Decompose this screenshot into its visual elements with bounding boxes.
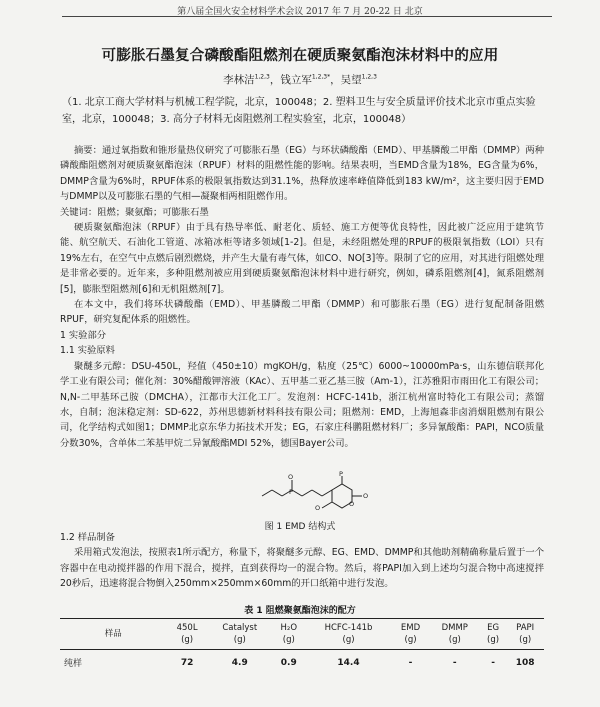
table-cell: 14.4 (337, 657, 360, 668)
table-cell: 4.9 (231, 657, 248, 668)
svg-text:O: O (349, 500, 355, 508)
table-row (60, 650, 544, 676)
table-cell: - (408, 657, 413, 668)
table-header-cell: PAPI (g) (506, 619, 544, 650)
prep-paragraph: 采用箱式发泡法，按照表1所示配方，称量下，将聚醚多元醇、EG、EMD、DMMP和其他助剂精确称量后置于一个容器中在电动搅拌器的作用下混合，搅拌，直到获得均一的混合物。然后，将PAPI加入到上述均匀混合物中高速搅拌20秒后，迅速将混合物倒入250mm×250mm×60mm的开口纸箱中进行发泡。 (60, 547, 544, 590)
svg-text:O: O (363, 492, 369, 500)
body-text-continued (60, 530, 544, 592)
svg-text:P: P (339, 470, 343, 478)
table-header-cell: 450L (g) (166, 619, 207, 650)
intro-paragraph: 在本文中，我们将环状磷酸酯（EMD）、甲基膦酸二甲酯（DMMP）和可膨胀石墨（EG）进行复配制备阻燃RPUF，研究复配体系的阻燃性。 (60, 299, 544, 326)
running-header: 第八届全国火安全材料学术会议 2017 年 7 月 20-22 日 北京 (177, 7, 423, 17)
subsection-heading: 1.2 样品制备 (60, 532, 115, 543)
author-affil-marker: 1,2,3 (361, 73, 377, 81)
svg-text:O: O (288, 473, 294, 481)
table-header-cell: HCFC-141b (g) (306, 619, 392, 650)
table-header-cell: 样品 (60, 619, 166, 650)
table-cell: 108 (515, 657, 535, 668)
body-text (60, 143, 544, 451)
table-cell: - (491, 657, 495, 668)
author-name: 李林洁 (223, 74, 255, 86)
subsection-heading: 1.1 实验原料 (60, 345, 115, 357)
author-separator: ， (269, 74, 281, 86)
table-header-cell: EMD (g) (391, 619, 429, 650)
materials-paragraph: 聚醚多元醇：DSU-450L，羟值（450±10）mgKOH/g，粘度（25℃）6000~10000mPa·s，山东德信联邦化学工业有限公司；催化剂：30%醋酸钾溶液（KAc）、五甲基二亚乙基三胺（Am-1），江苏雅阳市雨田化工有限公司；N,N-二甲基环己胺（DMCHA），江都市大江化工厂。发泡剂：HCFC-141b，浙江杭州富时特化工有限公司；蒸馏水，自制；泡沫稳定剂：SD-622，苏州思德新材料科技有限公司；阻燃剂：EMD，上海旭森非卤消烟阻燃剂有限公司，化学结构式如图1；DMMP北京东华力拓技术开发；EG，石家庄科鹏阻燃材料厂；多异氰酸酯：PAPI，NCO质量分数30%，含单体二苯基甲烷二异氰酸酯MDI 52%，德国Bayer公司。 (60, 360, 544, 449)
keywords: 关键词：阻燃；聚氨酯；可膨胀石墨 (60, 206, 209, 218)
abstract: 摘要：通过氧指数和锥形量热仪研究了可膨胀石墨（EG）与环状磷酸酯（EMD）、甲基膦酸二甲酯（DMMP）两种磷酸酯阻燃剂对硬质聚氨酯泡沫（RPUF）材料的阻燃性能的影响。结果表明，当EMD含量为18%，EG含量为6%，DMMP含量为6%时，RPUF体系的极限氧指数达到31.1%，热释放速率峰值降低到183 kW/m²，这主要归因于EMD与DMMP以及可膨胀石墨的气相—凝聚相两相阻燃作用。 (60, 145, 544, 203)
author-affil-marker: 1,2,3* (311, 73, 331, 81)
svg-text:O: O (315, 504, 321, 512)
table-cell: 纯样 (64, 659, 83, 669)
paper-title: 可膨胀石墨复合磷酸酯阻燃剂在硬质聚氨酯泡沫材料中的应用 (101, 48, 499, 64)
author-line (0, 72, 600, 87)
formulation-table (60, 618, 544, 675)
section-heading: 1 实验部分 (60, 329, 107, 341)
intro-paragraph: 硬质聚氨酯泡沫（RPUF）由于具有热导率低、耐老化、质轻、施工方便等优良特性，因此被广泛应用于建筑节能、航空航天、石油化工管道、冰箱冰柜等诸多领域[1-2]。但是，未经阻燃处理的RPUF的极限氧指数（LOI）只有19%左右，在空气中点燃后剧烈燃烧，并产生大量有毒气体，如CO、NO[3]等。限制了它的应用，对其进行阻燃处理是非常必要的。近年来，多种阻燃剂被应用到硬质聚氨酯泡沫材料中进行研究，例如，磷系阻燃剂[4]，氮系阻燃剂[5]，膨胀型阻燃剂[6]和无机阻燃剂[7]。 (60, 222, 544, 295)
author-affil-marker: 1,2,3 (254, 73, 270, 81)
table-header-cell: DMMP (g) (430, 619, 480, 650)
table-title: 表 1 阻燃聚氨酯泡沫的配方 (244, 606, 356, 616)
svg-text:P: P (289, 488, 293, 496)
table-header-row (60, 619, 544, 650)
table-cell: - (452, 657, 457, 668)
table-header-cell: EG (g) (480, 619, 506, 650)
figure-caption: 图 1 EMD 结构式 (264, 522, 336, 532)
table-header-cell: Catalyst (g) (208, 619, 272, 650)
table-cell: 72 (180, 657, 194, 668)
affiliations: （1. 北京工商大学材料与机械工程学院，北京，100048；2. 塑料卫生与安全质量评价技术北京市重点实验室，北京，100048；3. 高分子材料无卤阻燃剂工程实验室，北京，100048） (62, 97, 536, 125)
author-separator: ， (330, 74, 341, 86)
header-rule (62, 16, 552, 17)
author-name: 钱立军 (280, 74, 312, 86)
emd-structure-diagram (0, 468, 600, 518)
table-cell: 0.9 (280, 657, 297, 668)
table-header-cell: H₂O (g) (272, 619, 306, 650)
author-name: 吴望 (340, 74, 362, 86)
